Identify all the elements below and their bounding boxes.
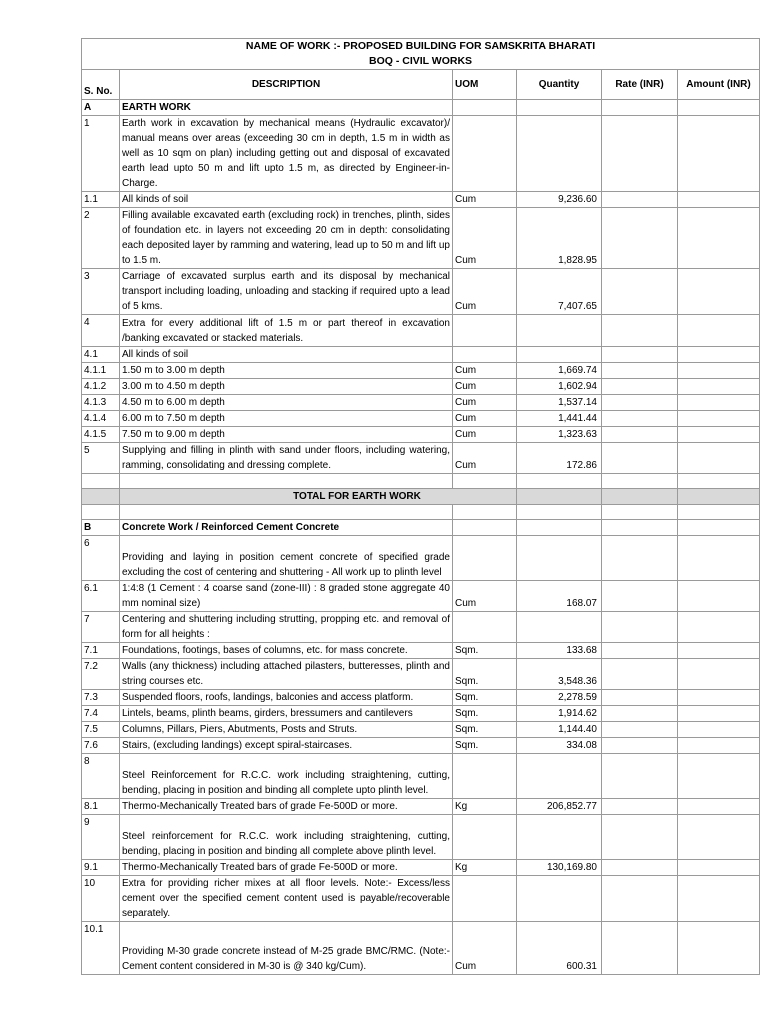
item-sno: 9 [82, 815, 120, 860]
item-description: All kinds of soil [120, 347, 453, 363]
item-description: Foundations, footings, bases of columns, etc. for mass concrete. [120, 643, 453, 659]
empty-cell [453, 116, 517, 192]
empty-cell [678, 395, 760, 411]
item-sno: 8.1 [82, 799, 120, 815]
item-uom: Sqm. [453, 643, 517, 659]
empty-cell [602, 347, 678, 363]
item-quantity: 1,669.74 [517, 363, 602, 379]
empty-cell [602, 443, 678, 474]
empty-cell [517, 505, 602, 520]
item-description: 6.00 m to 7.50 m depth [120, 411, 453, 427]
empty-cell [678, 411, 760, 427]
item-sno: 5 [82, 443, 120, 474]
item-sno: 8 [82, 754, 120, 799]
item-description: 7.50 m to 9.00 m depth [120, 427, 453, 443]
item-quantity: 130,169.80 [517, 860, 602, 876]
empty-cell [602, 395, 678, 411]
empty-cell [453, 754, 517, 799]
item-quantity: 7,407.65 [517, 269, 602, 315]
empty-cell [602, 520, 678, 536]
empty-cell [602, 722, 678, 738]
item-description: Thermo-Mechanically Treated bars of grade Fe-500D or more. [120, 860, 453, 876]
item-sno: 4.1.3 [82, 395, 120, 411]
empty-cell [678, 659, 760, 690]
empty-cell [602, 536, 678, 581]
item-description: Providing M-30 grade concrete instead of M-25 grade BMC/RMC. (Note:- Cement content considered in M-30 is @ 340 kg/Cum). [120, 922, 453, 975]
item-description: 4.50 m to 6.00 m depth [120, 395, 453, 411]
item-quantity: 334.08 [517, 738, 602, 754]
empty-cell [82, 505, 120, 520]
item-uom: Cum [453, 581, 517, 612]
header-description: DESCRIPTION [120, 70, 453, 100]
item-quantity: 9,236.60 [517, 192, 602, 208]
header-amount: Amount (INR) [678, 70, 760, 100]
item-description: Suspended floors, roofs, landings, balconies and access platform. [120, 690, 453, 706]
empty-cell [602, 208, 678, 269]
item-quantity: 3,548.36 [517, 659, 602, 690]
empty-cell [602, 411, 678, 427]
item-description: 1.50 m to 3.00 m depth [120, 363, 453, 379]
empty-cell [678, 799, 760, 815]
item-sno: 9.1 [82, 860, 120, 876]
item-quantity: 1,828.95 [517, 208, 602, 269]
empty-cell [602, 876, 678, 922]
item-quantity: 168.07 [517, 581, 602, 612]
empty-cell [517, 815, 602, 860]
item-description: Providing and laying in position cement concrete of specified grade excluding the cost of centering and shuttering - All work up to plinth level [120, 536, 453, 581]
item-description: Carriage of excavated surplus earth and its disposal by mechanical transport including loading, unloading and stacking if required upto a lead of 5 kms. [120, 269, 453, 315]
empty-cell [678, 379, 760, 395]
item-quantity: 172.86 [517, 443, 602, 474]
empty-cell [517, 489, 602, 505]
empty-cell [678, 922, 760, 975]
item-description: Centering and shuttering including strutting, propping etc. and removal of form for all heights : [120, 612, 453, 643]
empty-cell [602, 690, 678, 706]
header-uom: UOM [453, 70, 517, 100]
empty-cell [678, 116, 760, 192]
item-uom: Cum [453, 427, 517, 443]
header-rate: Rate (INR) [602, 70, 678, 100]
empty-cell [453, 815, 517, 860]
empty-cell [517, 100, 602, 116]
empty-cell [678, 706, 760, 722]
item-uom: Cum [453, 379, 517, 395]
item-sno: 4.1.2 [82, 379, 120, 395]
item-quantity: 206,852.77 [517, 799, 602, 815]
item-description: Steel Reinforcement for R.C.C. work including straightening, cutting, bending, placing in position and binding all complete upto plinth level. [120, 754, 453, 799]
empty-cell [453, 315, 517, 347]
item-description: Earth work in excavation by mechanical means (Hydraulic excavator)/ manual means over areas (exceeding 30 cm in depth, 1.5 m in width as well as 10 sqm on plan) including getting out and disposal of excavated earth lead upto 50 m and lift upto 1.5 m, as directed by Engineer-in-Charge. [120, 116, 453, 192]
item-uom: Cum [453, 192, 517, 208]
empty-cell [120, 474, 453, 489]
empty-cell [602, 860, 678, 876]
item-quantity: 133.68 [517, 643, 602, 659]
item-sno: 1.1 [82, 192, 120, 208]
section-title: EARTH WORK [120, 100, 453, 116]
empty-cell [453, 347, 517, 363]
empty-cell [602, 922, 678, 975]
empty-cell [678, 489, 760, 505]
empty-cell [678, 100, 760, 116]
item-uom: Kg [453, 799, 517, 815]
item-uom: Cum [453, 922, 517, 975]
empty-cell [602, 379, 678, 395]
item-sno: 10 [82, 876, 120, 922]
item-sno: 4.1.5 [82, 427, 120, 443]
boq-subtitle: BOQ - CIVIL WORKS [368, 55, 473, 67]
empty-cell [678, 690, 760, 706]
empty-cell [678, 643, 760, 659]
empty-cell [517, 315, 602, 347]
item-uom: Sqm. [453, 659, 517, 690]
item-sno: 7.4 [82, 706, 120, 722]
item-description: Stairs, (excluding landings) except spiral-staircases. [120, 738, 453, 754]
item-uom: Sqm. [453, 738, 517, 754]
empty-cell [678, 315, 760, 347]
empty-cell [602, 116, 678, 192]
empty-cell [602, 612, 678, 643]
item-sno: 4.1 [82, 347, 120, 363]
boq-sheet [81, 38, 759, 975]
empty-cell [678, 738, 760, 754]
empty-cell [82, 474, 120, 489]
empty-cell [602, 474, 678, 489]
item-uom: Cum [453, 395, 517, 411]
item-uom: Cum [453, 443, 517, 474]
item-description: Filling available excavated earth (excluding rock) in trenches, plinth, sides of foundation etc. in layers not exceeding 20 cm in depth: consolidating each deposited layer by ramming and watering, lead up to 50 m and lift up to 1.5 m. [120, 208, 453, 269]
item-uom: Sqm. [453, 706, 517, 722]
empty-cell [517, 754, 602, 799]
empty-cell [602, 315, 678, 347]
item-description: 1:4:8 (1 Cement : 4 coarse sand (zone-III) : 8 graded stone aggregate 40 mm nominal size) [120, 581, 453, 612]
empty-cell [602, 269, 678, 315]
title-cell [82, 39, 760, 70]
empty-cell [602, 581, 678, 612]
empty-cell [678, 363, 760, 379]
item-uom: Cum [453, 363, 517, 379]
item-sno: 10.1 [82, 922, 120, 975]
item-uom: Cum [453, 269, 517, 315]
item-sno: 2 [82, 208, 120, 269]
empty-cell [517, 347, 602, 363]
total-earth-work-label: TOTAL FOR EARTH WORK [120, 489, 517, 505]
empty-cell [602, 505, 678, 520]
empty-cell [602, 815, 678, 860]
item-description: Extra for every additional lift of 1.5 m or part thereof in excavation /banking excavated or stacked materials. [120, 315, 453, 347]
item-sno: 1 [82, 116, 120, 192]
empty-cell [453, 505, 517, 520]
section-title: Concrete Work / Reinforced Cement Concrete [120, 520, 453, 536]
item-sno: 3 [82, 269, 120, 315]
item-uom: Cum [453, 208, 517, 269]
empty-cell [678, 192, 760, 208]
empty-cell [678, 427, 760, 443]
empty-cell [678, 474, 760, 489]
empty-cell [602, 363, 678, 379]
empty-cell [517, 520, 602, 536]
item-description: Extra for providing richer mixes at all floor levels. Note:- Excess/less cement over the specified cement content used is payable/recoverable separately. [120, 876, 453, 922]
item-sno: 4.1.1 [82, 363, 120, 379]
empty-cell [678, 876, 760, 922]
empty-cell [602, 738, 678, 754]
item-description: Walls (any thickness) including attached pilasters, butteresses, plinth and string courses etc. [120, 659, 453, 690]
empty-cell [453, 520, 517, 536]
item-sno: 4.1.4 [82, 411, 120, 427]
empty-cell [678, 520, 760, 536]
boq-table [81, 38, 760, 975]
section-sno: B [82, 520, 120, 536]
item-description: Lintels, beams, plinth beams, girders, bressumers and cantilevers [120, 706, 453, 722]
item-uom: Cum [453, 411, 517, 427]
item-quantity: 1,537.14 [517, 395, 602, 411]
empty-cell [678, 443, 760, 474]
empty-cell [678, 722, 760, 738]
empty-cell [602, 643, 678, 659]
item-sno: 4 [82, 315, 120, 347]
item-sno: 7.6 [82, 738, 120, 754]
item-sno: 7.5 [82, 722, 120, 738]
empty-cell [453, 876, 517, 922]
empty-cell [453, 612, 517, 643]
item-uom: Sqm. [453, 722, 517, 738]
empty-cell [602, 489, 678, 505]
empty-cell [517, 116, 602, 192]
empty-cell [678, 269, 760, 315]
empty-cell [678, 208, 760, 269]
item-quantity: 1,323.63 [517, 427, 602, 443]
empty-cell [678, 754, 760, 799]
empty-cell [517, 876, 602, 922]
item-quantity: 1,914.62 [517, 706, 602, 722]
item-quantity: 1,144.40 [517, 722, 602, 738]
empty-cell [678, 536, 760, 581]
header-quantity: Quantity [517, 70, 602, 100]
empty-cell [453, 536, 517, 581]
empty-cell [678, 505, 760, 520]
empty-cell [120, 505, 453, 520]
item-quantity: 1,441.44 [517, 411, 602, 427]
empty-cell [602, 427, 678, 443]
empty-cell [602, 799, 678, 815]
item-description: Columns, Pillars, Piers, Abutments, Posts and Struts. [120, 722, 453, 738]
item-sno: 7 [82, 612, 120, 643]
empty-cell [602, 192, 678, 208]
empty-cell [678, 347, 760, 363]
empty-cell [82, 489, 120, 505]
section-sno: A [82, 100, 120, 116]
empty-cell [678, 815, 760, 860]
item-sno: 6.1 [82, 581, 120, 612]
empty-cell [453, 474, 517, 489]
item-quantity: 1,602.94 [517, 379, 602, 395]
item-uom: Kg [453, 860, 517, 876]
header-sno: S. No. [82, 70, 120, 100]
item-quantity: 600.31 [517, 922, 602, 975]
item-description: Supplying and filling in plinth with sand under floors, including watering, ramming, consolidating and dressing complete. [120, 443, 453, 474]
item-quantity: 2,278.59 [517, 690, 602, 706]
item-description: All kinds of soil [120, 192, 453, 208]
empty-cell [678, 581, 760, 612]
empty-cell [517, 612, 602, 643]
item-sno: 7.1 [82, 643, 120, 659]
empty-cell [602, 706, 678, 722]
empty-cell [602, 754, 678, 799]
item-description: Steel reinforcement for R.C.C. work including straightening, cutting, bending, placing in position and binding all complete above plinth level. [120, 815, 453, 860]
empty-cell [517, 474, 602, 489]
item-sno: 7.2 [82, 659, 120, 690]
empty-cell [602, 659, 678, 690]
empty-cell [517, 536, 602, 581]
item-description: Thermo-Mechanically Treated bars of grade Fe-500D or more. [120, 799, 453, 815]
empty-cell [678, 860, 760, 876]
work-title: NAME OF WORK :- PROPOSED BUILDING FOR SAMSKRITA BHARATI [245, 40, 596, 52]
item-uom: Sqm. [453, 690, 517, 706]
empty-cell [453, 100, 517, 116]
item-description: 3.00 m to 4.50 m depth [120, 379, 453, 395]
item-sno: 6 [82, 536, 120, 581]
empty-cell [602, 100, 678, 116]
item-sno: 7.3 [82, 690, 120, 706]
empty-cell [678, 612, 760, 643]
